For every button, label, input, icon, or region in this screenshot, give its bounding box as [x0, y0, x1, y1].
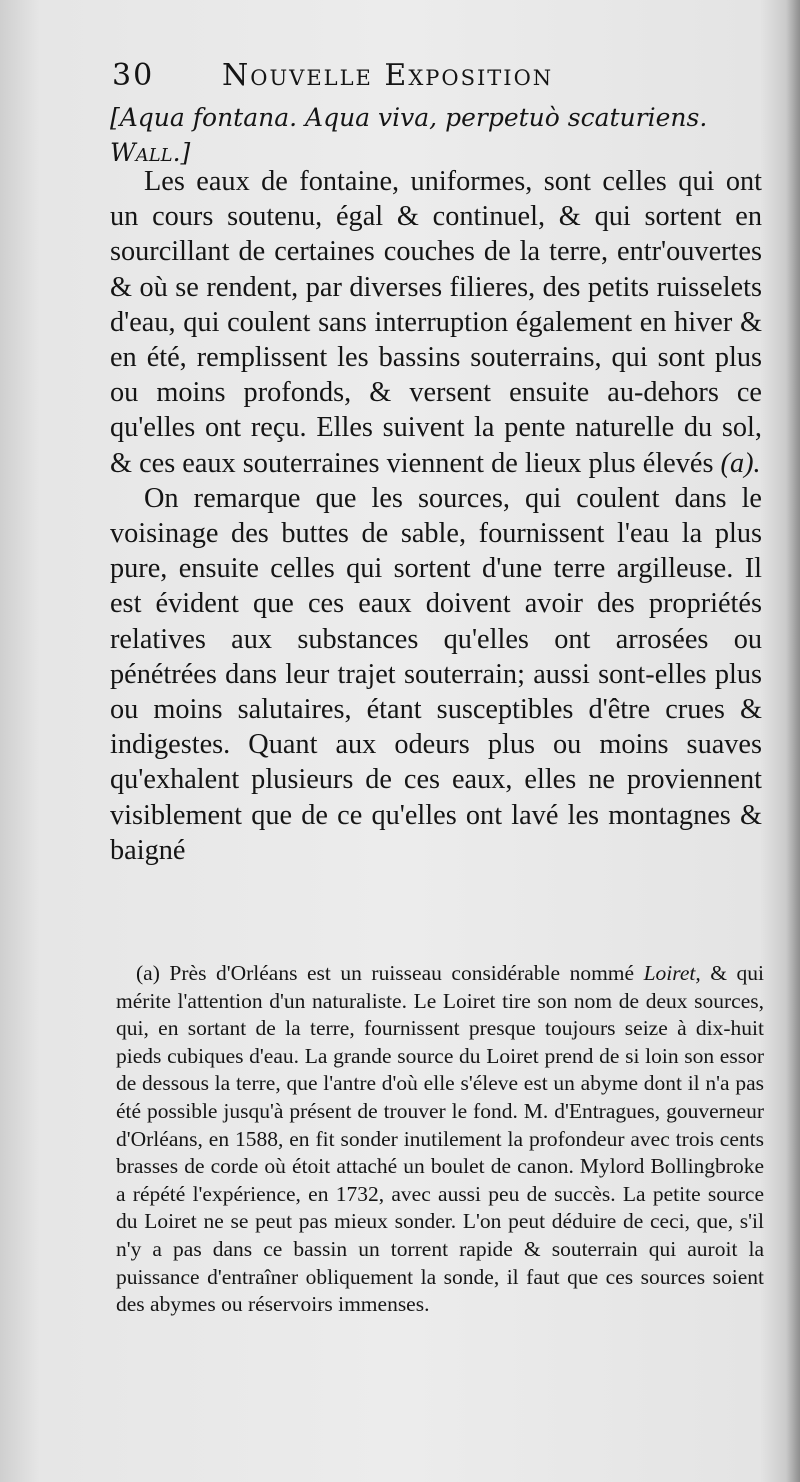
main-text [110, 164, 762, 868]
paragraph-2 [110, 481, 762, 868]
page-gutter-shadow [786, 0, 800, 1482]
paragraph-2-text: On remarque que les sources, qui coulent dans le voisinage des buttes de sable, fournissent l'eau la plus pure, ensuite celles qui sortent d'une terre argilleuse. Il est évident que ces eaux doivent avoir des propriétés relatives aux substances qu'elles ont arrosées ou pénétrées dans leur trajet souterrain; aussi sont-elles plus ou moins salutaires, étant susceptibles d'être crues & indigestes. Quant aux odeurs plus ou moins suaves qu'exhalent plusieurs de ces eaux, elles ne proviennent visiblement que de ce qu'elles ont lavé les montagnes & baigné [110, 482, 762, 866]
citation-text: [Aqua fontana. Aqua viva, perpetuò scaturiens. [110, 103, 708, 132]
footnote [116, 960, 764, 1319]
running-title: Nouvelle Exposition [222, 58, 554, 93]
latin-citation [110, 100, 770, 170]
footnote-river-name: Loiret, [643, 961, 701, 985]
page-header [112, 58, 762, 98]
footnote-marker: (a) [136, 961, 160, 985]
footnote-reference: (a). [720, 447, 761, 479]
paragraph-1-text: Les eaux de fontaine, uniformes, sont celles qui ont un cours soutenu, égal & continuel, & qui sortent en sourcillant de certaines couches de la terre, entr'ouvertes & où se rendent, par diverses filieres, des petits ruisselets d'eau, qui coulent sans interruption également en hiver & en été, remplissent les bassins souterrains, qui sont plus ou moins profonds, & versent ensuite au-dehors ce qu'elles ont reçu. Elles suivent la pente naturelle du sol, & ces eaux souterraines viennent de lieux plus élevés [110, 166, 762, 479]
footnote-text-before: Près d'Orléans est un ruisseau considérable nommé [169, 961, 635, 985]
footnote-text-after: & qui mérite l'attention d'un naturaliste. Le Loiret tire son nom de deux sources, qui, en sortant de la terre, fournissent presque toujours seize à dix-huit pieds cubiques d'eau. La grande source du Loiret prend de si loin son essor de dessous la terre, que l'antre d'où elle s'éleve est un abyme dont il n'a pas été possible jusqu'à présent de trouver le fond. M. d'Entragues, gouverneur d'Orléans, en 1588, en fit sonder inutilement la profondeur avec trois cents brasses de corde où étoit attaché un boulet de canon. Mylord Bollingbroke a répété l'expérience, en 1732, avec aussi peu de succès. La petite source du Loiret ne se peut pas mieux sonder. L'on peut déduire de ceci, que, s'il n'y a pas dans ce bassin un torrent rapide & souterrain qui auroit la puissance d'entraîner obliquement la sonde, il faut que ces sources soient des abymes ou réservoirs immenses. [116, 961, 765, 1317]
footnote-paragraph [116, 960, 764, 1319]
paragraph-1 [110, 164, 762, 481]
citation-author: Wall.] [110, 138, 191, 167]
page-number: 30 [112, 58, 155, 93]
